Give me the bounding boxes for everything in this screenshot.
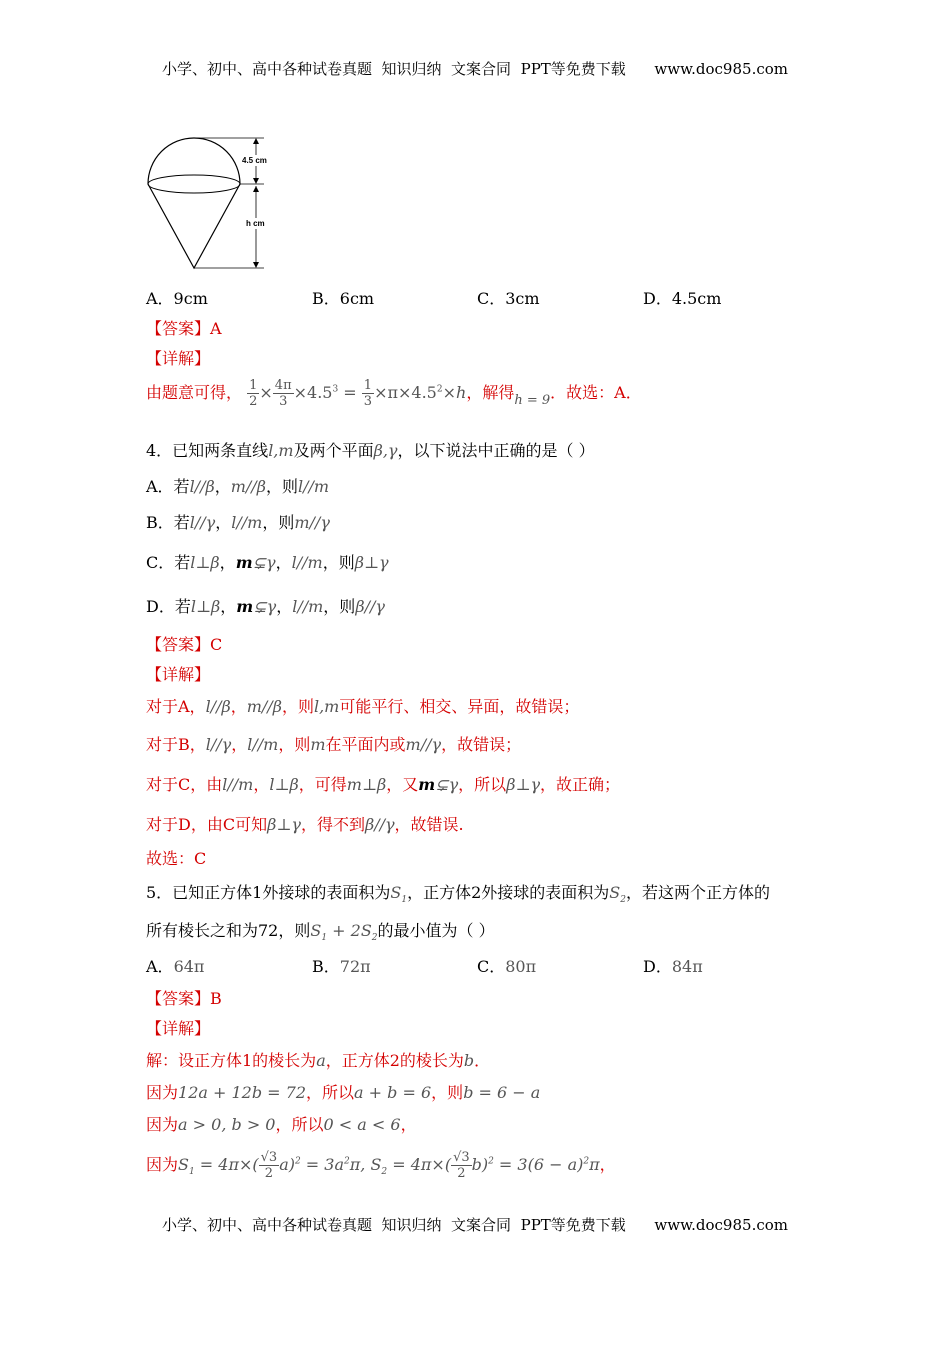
q3-option-a: A．9cm: [146, 289, 208, 308]
q4-answer: 【答案】C: [146, 635, 223, 654]
q5-stem-line2: 所有棱长之和为72，则$S_1 + 2S_2$的最小值为（ ）: [146, 921, 495, 944]
q5-option-c: C．80π: [477, 957, 537, 976]
q5-option-b: B．72π: [312, 957, 371, 976]
q5-option-a: A．64π: [146, 957, 205, 976]
q4-stem: 4．已知两条直线l,m及两个平面β,γ，以下说法中正确的是（ ）: [146, 441, 595, 460]
q4-explain-c: 对于C，由l//m，l⊥β，可得m⊥β，又m⊊γ，所以β⊥γ，故正确；: [146, 775, 621, 794]
q5-detail-label: 【详解】: [146, 1019, 211, 1038]
hemisphere-cone-figure: [140, 128, 280, 270]
page-header: 小学、初中、高中各种试卷真题 知识归纳 文案合同 PPT等免费下载 www.doc985.com: [161, 60, 788, 78]
q4-final: 故选：C: [146, 849, 207, 868]
q3-detail-label: 【详解】: [146, 349, 211, 368]
q3-option-c: C．3cm: [477, 289, 540, 308]
q5-answer: 【答案】B: [146, 989, 222, 1008]
q4-option-b: B．若l//γ，l//m，则m//γ: [146, 513, 330, 532]
q5-solution-line1: 解：设正方体1的棱长为a，正方体2的棱长为b．: [146, 1051, 491, 1070]
page-footer: 小学、初中、高中各种试卷真题 知识归纳 文案合同 PPT等免费下载 www.doc985.com: [161, 1216, 788, 1234]
q3-solution: 由题意可得， $\frac{1}{2}$ × $\frac{4\pi}{3}$ $\times 4.5^3$ = $\frac{1}{3}$ $\times\pi\times 4.5^2\times h$，解得$_{h = 9}$．故选：A．: [146, 378, 642, 409]
q3-option-b: B．6cm: [312, 289, 375, 308]
q4-option-c: C．若l⊥β，m⊊γ，l//m，则β⊥γ: [146, 553, 389, 572]
q5-solution-line4: 因为$S_1 = 4\pi\times$( $\frac{√3}{2}$ $a)^2 = 3a^2\pi$, $S_2 = 4\pi\times$( $\frac{√3}{2}$ $b)^2 = 3(6 - a)^2\pi$，: [146, 1150, 616, 1181]
q3-answer: 【答案】A: [146, 319, 222, 338]
q4-explain-a: 对于A，l//β，m//β，则l,m可能平行、相交、异面，故错误；: [146, 697, 580, 716]
q3-option-d: D．4.5cm: [643, 289, 722, 308]
q5-option-d: D．84π: [643, 957, 703, 976]
q4-option-a: A．若l//β，m//β，则l//m: [146, 477, 330, 496]
figure-side-label: h cm: [246, 219, 265, 228]
q5-stem-line1: 5．已知正方体1外接球的表面积为$S_1$，正方体2外接球的表面积为$S_2$，若这两个正方体的: [146, 883, 770, 906]
q4-detail-label: 【详解】: [146, 665, 211, 684]
q4-explain-b: 对于B，l//γ，l//m，则m在平面内或m//γ，故错误；: [146, 735, 522, 754]
figure-top-label: 4.5 cm: [242, 156, 267, 165]
q5-solution-line2: 因为12a + 12b = 72，所以a + b = 6，则b = 6 − a: [146, 1083, 541, 1102]
q4-option-d: D．若l⊥β，m⊊γ，l//m，则β//γ: [146, 597, 385, 616]
q4-explain-d: 对于D，由C可知β⊥γ，得不到β//γ，故错误.: [146, 815, 464, 834]
q5-solution-line3: 因为a > 0, b > 0，所以0 < a < 6，: [146, 1115, 417, 1134]
